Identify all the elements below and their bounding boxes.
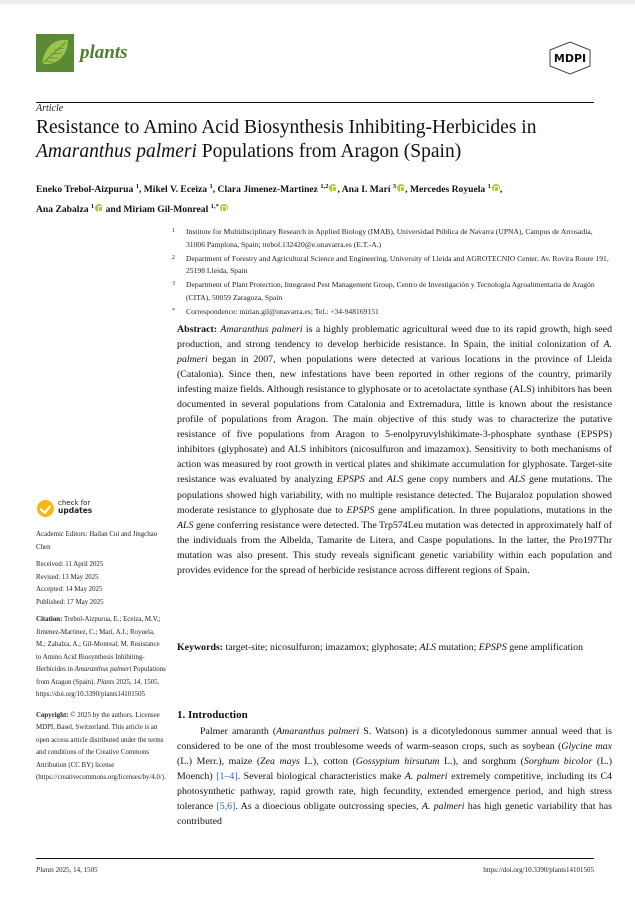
abstract — [177, 322, 612, 578]
received-date: Received: 11 April 2025 — [36, 561, 104, 568]
author-list: Eneko Trebol-Aizpurua $^1$, Mikel V. Eceiza $^1$, Clara Jimenez-Martinez $^{1,2}$ , Ana I. Marí $^3$ , Mercedes Royuela $^1$ , Ana Zabalza $^1$ and Miriam Gil-Monreal $^{1,*}$ — [36, 183, 503, 215]
leaf-icon — [36, 34, 74, 72]
check-updates-line2: updates — [58, 506, 93, 515]
affiliation-item: 3 Department of Plant Protection, Integrated Pest Management Group, Centro de Investigación y Tecnología Agroalimentaria de Aragón (CITA), 50059 Zaragoza, Spain — [172, 280, 595, 302]
citation: Citation: Trebol-Aizpurua, E.; Eceiza, M.V.; Jimenez-Martinez, C.; Marí, A.I.; Royuela, M.; Zabalza, A.; Gil-Monreal, M. Resistance to Amino Acid Biosynthesis Inhibiting-Herbicides in Amaranthus palmeri Populations from Aragon (Spain). Plants 2025, 14, 1505. https://doi.org/10.3390/plants14101505 — [36, 616, 166, 698]
keywords-label: Keywords: — [177, 642, 224, 653]
revised-date: Revised: 13 May 2025 — [36, 573, 99, 581]
footer-citation: Plants 2025, 14, 1505 — [36, 866, 98, 874]
affiliations — [172, 226, 612, 320]
orcid-icon[interactable] — [95, 204, 103, 212]
abstract-text: Amaranthus palmeri is a highly problematic agricultural weed due to its rapid growth, high seed production, and strong tendency to develop herbicide resistance. In Spain, the initial colonization of A. palmeri began in 2007, when populations were detected at various locations in the province of Lleida (Catalonia). Since then, new infestations have been reported in other regions of the country, primarily infesting maize fields. Although resistance to glyphosate or to acetolactate synthase (ALS) inhibitors has been documented in several populations from Catalonia and Extremadura, little is known about the resistance profile of populations from Aragon. The main objective of this study was to characterize the putative resistance of five populations from Aragon to 5-enolpyruvylshikimate-3-phosphate synthase (EPSPS) inhibitors (glyphosate) and ALS inhibitors (nicosulfuron and imazamox). Sensitivity to both mechanisms of action was measured by root growth in vertical plates and shikimate accumulation for glyphosate. Target-site resistance was evaluated by analyzing EPSPS and ALS gene copy numbers and ALS gene mutations. The populations showed high variability, with no multiple resistance detected. The Bujaraloz population showed moderate resistance to glyphosate due to EPSPS gene amplification. In three populations, mutations in the ALS gene conferring resistance were detected. The Trp574Leu mutation was detected in approximately half of the individuals from the Albelda, Tamarite de Litera, and Caspe populations. In the latter, the Pro197Thr mutation was also present. This study reveals significant genetic variability within each population and provides evidence for the spread of herbicide resistance across different regions of Spain. — [177, 324, 613, 576]
orcid-icon[interactable] — [397, 184, 405, 192]
copyright: Copyright: © 2025 by the authors. Licensee MDPI, Basel, Switzerland. This article is an open access article distributed under the terms and conditions of the Creative Commons Attribution (CC BY) license (https://creativecommons.org/licenses/by/4.0/). — [36, 711, 166, 781]
orcid-icon[interactable] — [329, 184, 337, 192]
citation-link[interactable]: [5,6] — [216, 801, 236, 813]
title-text: Resistance to Amino Acid Biosynthesis Inhibiting-Herbicides in — [36, 117, 537, 138]
footer-divider — [36, 858, 594, 859]
article-type: Article — [36, 103, 64, 114]
affiliation-item: 1 Institute for Multidisciplinary Research in Applied Biology (IMAB), Universidad Pública de Navarra (UPNA), Campus de Arrosadia, 31006 Pamplona, Spain; trebol.132420@e.unavarra.es (E.T.-A.) — [172, 227, 593, 249]
check-for-updates-button[interactable] — [36, 497, 166, 521]
footer-doi-link[interactable]: https://doi.org/10.3390/plants14101505 — [483, 866, 594, 874]
academic-editors: Academic Editors: Hailan Cui and Jingchao Chen — [36, 531, 158, 551]
dates — [36, 559, 166, 609]
citation-link[interactable]: [1–4] — [216, 771, 238, 783]
citation-doi-link[interactable]: , 1505. https://doi.org/10.3390/plants14101505 — [36, 678, 160, 698]
page-header — [36, 32, 594, 104]
author-name: Eneko Trebol-Aizpurua — [36, 184, 136, 195]
affiliation-marker: 1 — [90, 203, 95, 210]
affiliation-marker: 1 — [209, 183, 213, 190]
title-text-2: Populations from Aragon (Spain) — [196, 141, 462, 162]
header-divider — [36, 102, 594, 103]
affiliation-marker: 1,2 — [320, 183, 329, 190]
affiliation-item: * Correspondence: mirian.gil@unavarra.es; Tel.: +34-948169151 — [172, 306, 379, 316]
published-date: Published: 17 May 2025 — [36, 598, 104, 606]
orcid-icon[interactable] — [220, 204, 228, 212]
mdpi-logo — [546, 40, 594, 76]
author-name: Mercedes Royuela — [409, 184, 488, 195]
author-name: Miriam Gil-Monreal — [123, 204, 211, 215]
section-heading-introduction: 1. Introduction — [177, 709, 248, 721]
keywords — [177, 640, 612, 655]
author-name: Clara Jimenez-Martinez — [217, 184, 321, 195]
affiliation-item: 2 Department of Forestry and Agricultural Science and Engineering, University of Lleida and AGROTECNIO Center, Av. Rovira Roure 191, 25198 Lleida, Spain — [172, 253, 609, 275]
author-name: Mikel V. Eceiza — [143, 184, 210, 195]
abstract-label: Abstract: — [177, 324, 218, 335]
check-updates-line1: check for — [58, 499, 91, 507]
author-name: Ana I. Marí — [341, 184, 393, 195]
affiliation-marker: 1 — [135, 183, 139, 190]
keywords-text: target-site; nicosulfuron; imazamox; glyphosate; ALS mutation; EPSPS gene amplification — [223, 642, 584, 653]
checkmark-icon — [37, 500, 54, 517]
accepted-date: Accepted: 14 May 2025 — [36, 586, 103, 593]
journal-name: plants — [80, 42, 128, 63]
article-info-sidebar — [36, 497, 166, 790]
introduction-text: Palmer amaranth (Amaranthus palmeri S. Watson) is a dicotyledonous summer annual weed that is considered to be one of the most troublesome weeds of warm-season crops, such as soybean (Glycine max (L.) Merr.), maize (Zea mays L.), cotton (Gossypium hirsutum L.), and sorghum (Sorghum bicolor (L.) Moench) [1–4]. Several biological characteristics make A. palmeri extremely competitive, including its C4 photosynthetic pathway, rapid growth rate, high fecundity, extended emergence period, and high stress tolerance [5,6]. As a dioecious obligate outcrossing species, A. palmeri has high genetic variability that has contributed — [177, 726, 613, 828]
orcid-icon[interactable] — [492, 184, 500, 192]
svg-text:MDPI: MDPI — [553, 52, 587, 65]
title-species: Amaranthus palmeri — [36, 141, 197, 162]
article-title — [36, 116, 611, 164]
affiliation-marker: 1,* — [210, 203, 219, 210]
affiliation-marker: 3 — [392, 183, 397, 190]
author-name: Ana Zabalza — [36, 204, 91, 215]
affiliation-marker: 1 — [487, 183, 491, 190]
top-bar — [0, 0, 635, 4]
